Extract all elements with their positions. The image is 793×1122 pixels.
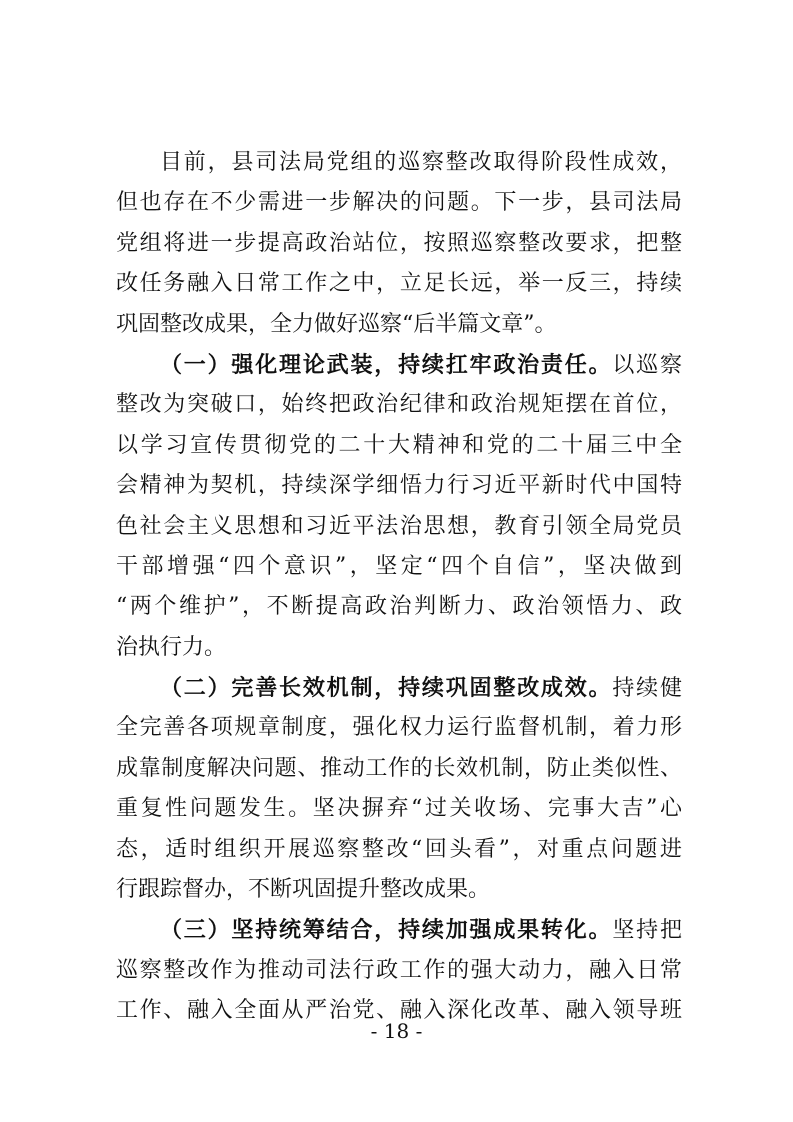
- text-line: 色社会主义思想和习近平法治思想，教育引领全局党员: [116, 513, 682, 539]
- section-heading: （一）强化理论武装，持续扛牢政治责任。: [160, 351, 613, 378]
- text-line: 行跟踪督办，不断巩固提升整改成果。: [116, 877, 491, 903]
- text-line: 但也存在不少需进一步解决的问题。下一步，县司法局: [116, 190, 682, 216]
- page-number: - 18 -: [370, 1019, 423, 1043]
- paragraph-intro: [116, 143, 682, 345]
- text-line: 巩固整改成果，全力做好巡察“后半篇文章”。: [116, 311, 557, 337]
- text-line: 整改为突破口，始终把政治纪律和政治规矩摆在首位，: [116, 392, 682, 418]
- text-line: 治执行力。: [116, 634, 227, 660]
- text-line: [116, 668, 682, 708]
- paragraph-section-1: [116, 345, 682, 668]
- text-line: 成靠制度解决问题、推动工作的长效机制，防止类似性、: [116, 755, 682, 781]
- text-line: 改任务融入日常工作之中，立足长远，举一反三，持续: [116, 271, 682, 297]
- paragraph-section-2: [116, 668, 682, 910]
- text-line: 全完善各项规章制度，强化权力运行监督机制，着力形: [116, 715, 682, 741]
- text-line: 巡察整改作为推动司法行政工作的强大动力，融入日常: [116, 957, 682, 983]
- section-heading: （三）坚持统筹结合，持续加强成果转化。: [160, 917, 613, 944]
- text-fragment: 坚持把: [612, 918, 682, 944]
- text-line: 重复性问题发生。坚决摒弃“过关收场、完事大吉”心: [116, 796, 682, 822]
- text-line: 目前，县司法局党组的巡察整改取得阶段性成效，: [160, 150, 682, 175]
- text-fragment: 持续健: [612, 676, 682, 702]
- text-line: 党组将进一步提高政治站位，按照巡察整改要求，把整: [116, 230, 682, 256]
- text-line: [116, 910, 682, 950]
- section-heading: （二）完善长效机制，持续巩固整改成效。: [160, 675, 613, 702]
- text-line: 会精神为契机，持续深学细悟力行习近平新时代中国特: [116, 473, 682, 499]
- text-fragment: 以巡察: [612, 352, 682, 378]
- text-line: “两个维护”，不断提高政治判断力、政治领悟力、政: [116, 594, 682, 620]
- text-line: [116, 345, 682, 385]
- text-line: 态，适时组织开展巡察整改“回头看”，对重点问题进: [116, 836, 682, 862]
- paragraph-section-3: [116, 910, 682, 1031]
- text-line: 工作、融入全面从严治党、融入深化改革、融入领导班: [116, 998, 682, 1024]
- text-line: 干部增强“四个意识”，坚定“四个自信”，坚决做到: [116, 553, 682, 579]
- body-text: [116, 143, 682, 1032]
- text-line: 以学习宣传贯彻党的二十大精神和党的二十届三中全: [116, 432, 682, 458]
